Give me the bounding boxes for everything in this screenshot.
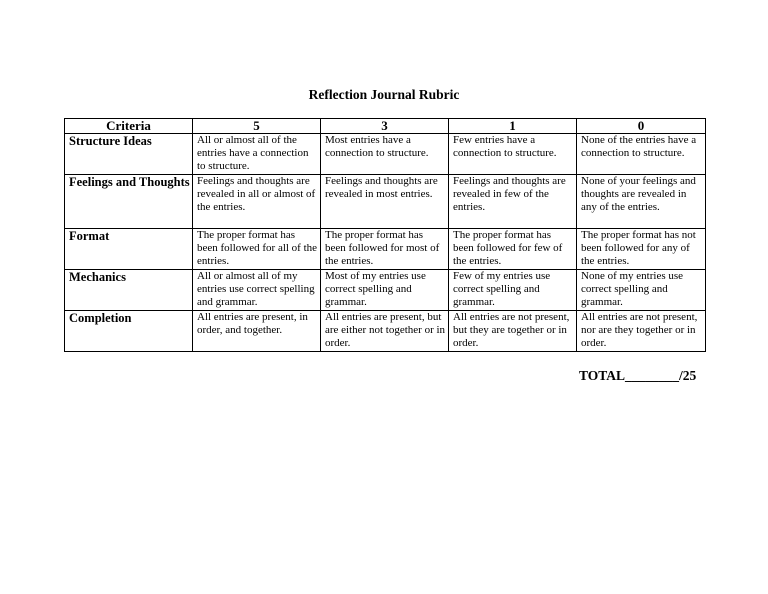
table-cell: Feelings and thoughts are revealed in few of the entries.: [449, 175, 577, 229]
rubric-table: [64, 118, 706, 352]
table-cell: Feelings and thoughts are revealed in all or almost of the entries.: [193, 175, 321, 229]
table-cell: Few entries have a connection to structure.: [449, 134, 577, 175]
table-cell: None of the entries have a connection to structure.: [577, 134, 706, 175]
header-score-0: 0: [577, 119, 706, 134]
total-score-line: TOTAL________/25: [579, 368, 697, 383]
table-cell: All entries are present, in order, and together.: [193, 311, 321, 352]
document-title: Reflection Journal Rubric: [308, 87, 460, 102]
table-row: [65, 270, 706, 311]
table-cell: The proper format has been followed for most of the entries.: [321, 229, 449, 270]
table-cell: All or almost all of the entries have a connection to structure.: [193, 134, 321, 175]
table-cell: The proper format has not been followed for any of the entries.: [577, 229, 706, 270]
table-cell: None of my entries use correct spelling and grammar.: [577, 270, 706, 311]
table-cell: Most entries have a connection to structure.: [321, 134, 449, 175]
header-criteria: Criteria: [65, 119, 193, 134]
table-cell: Few of my entries use correct spelling and grammar.: [449, 270, 577, 311]
header-score-5: 5: [193, 119, 321, 134]
criterion-completion: Completion: [65, 311, 193, 352]
table-cell: The proper format has been followed for all of the entries.: [193, 229, 321, 270]
table-cell: All entries are not present, nor are they together or in order.: [577, 311, 706, 352]
table-cell: Most of my entries use correct spelling and grammar.: [321, 270, 449, 311]
table-cell: None of your feelings and thoughts are revealed in any of the entries.: [577, 175, 706, 229]
table-row: [65, 229, 706, 270]
criterion-structure-ideas: Structure Ideas: [65, 134, 193, 175]
table-cell: All entries are present, but are either not together or in order.: [321, 311, 449, 352]
table-row: [65, 311, 706, 352]
header-score-3: 3: [321, 119, 449, 134]
table-row: [65, 134, 706, 175]
header-row: [65, 119, 706, 134]
table-cell: The proper format has been followed for few of the entries.: [449, 229, 577, 270]
criterion-mechanics: Mechanics: [65, 270, 193, 311]
table-cell: All or almost all of my entries use correct spelling and grammar.: [193, 270, 321, 311]
table-cell: All entries are not present, but they are together or in order.: [449, 311, 577, 352]
criterion-format: Format: [65, 229, 193, 270]
header-score-1: 1: [449, 119, 577, 134]
table-row: [65, 175, 706, 229]
criterion-feelings-and-thoughts: Feelings and Thoughts: [65, 175, 193, 229]
table-cell: Feelings and thoughts are revealed in most entries.: [321, 175, 449, 229]
